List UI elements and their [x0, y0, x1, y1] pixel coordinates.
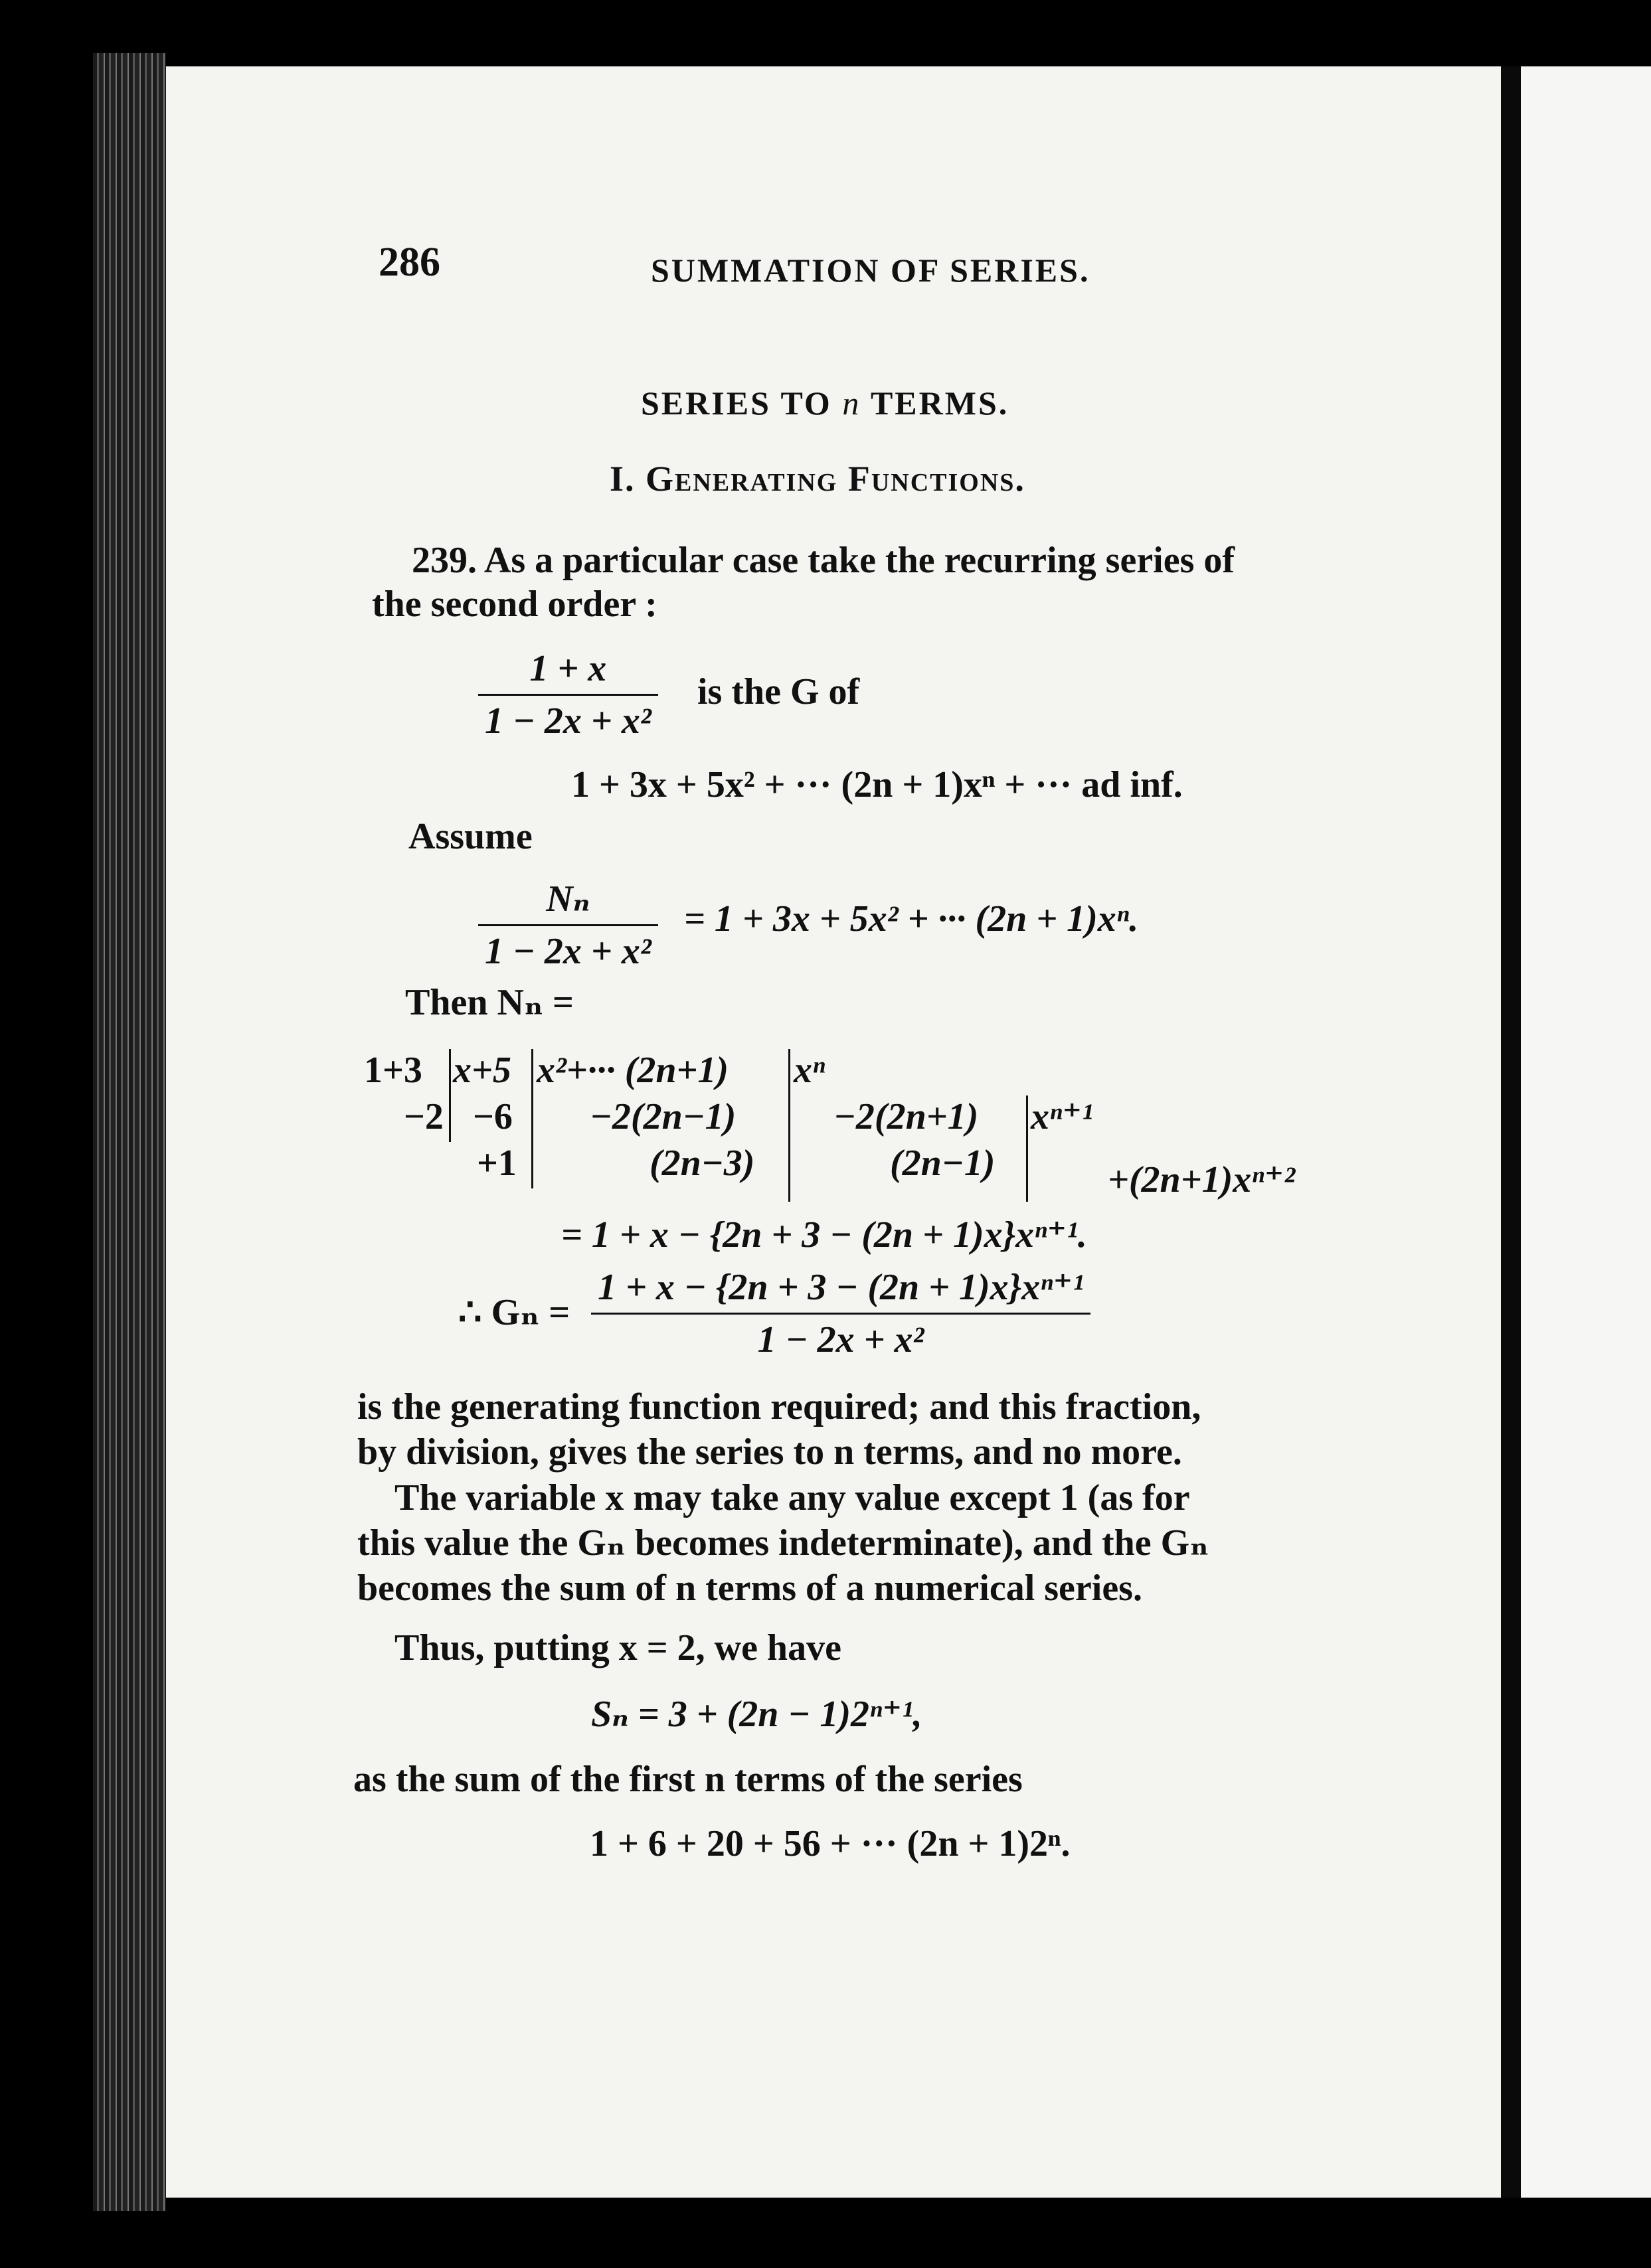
para-2: [357, 1475, 1347, 1611]
table-c4-r3: (2n−1): [890, 1143, 996, 1184]
result-line: = 1 + x − {2n + 3 − (2n + 1)x}xⁿ⁺¹.: [561, 1214, 1087, 1256]
subsection-title: I. Generating Functions.: [610, 459, 1025, 499]
gf-fraction: [478, 647, 658, 742]
assume-rhs: = 1 + 3x + 5x² + ··· (2n + 1)xⁿ.: [684, 898, 1139, 939]
table-divider-2: [531, 1049, 533, 1188]
para-1-line-1: is the generating function required; and this fraction,: [357, 1386, 1201, 1427]
sn-equation: Sₙ = 3 + (2n − 1)2ⁿ⁺¹,: [591, 1694, 922, 1735]
running-title: SUMMATION OF SERIES.: [651, 252, 1090, 289]
gf-denominator: 1 − 2x + x²: [478, 694, 658, 742]
table-c2-r3: +1: [477, 1143, 517, 1184]
gn-fraction: [591, 1265, 1090, 1361]
section-title-after: TERMS.: [870, 384, 1009, 422]
sum-line: as the sum of the first n terms of the series: [353, 1759, 1023, 1800]
assume-label: Assume: [408, 816, 533, 857]
gf-suffix: is the G of: [697, 671, 860, 712]
table-c2-r2: −6: [473, 1096, 513, 1137]
assume-numerator: Nₙ: [546, 878, 590, 920]
table-c4-r1: xⁿ: [794, 1050, 826, 1091]
table-c3-r1: x²+··· (2n+1): [537, 1050, 729, 1091]
table-c4-r2: −2(2n+1): [833, 1096, 979, 1137]
table-c3-r2: −2(2n−1): [590, 1096, 737, 1137]
article-line-2: the second order :: [372, 584, 657, 625]
assume-fraction: [478, 876, 658, 973]
final-series: 1 + 6 + 20 + 56 + ··· (2n + 1)2ⁿ.: [590, 1823, 1071, 1864]
para-2-line-2: this value the Gₙ becomes indeterminate), and the Gₙ: [357, 1522, 1209, 1564]
para-1: [357, 1384, 1347, 1475]
gf-numerator: 1 + x: [529, 648, 607, 689]
table-c5-r2: xⁿ⁺¹: [1031, 1096, 1093, 1137]
then-label: Then Nₙ =: [405, 982, 574, 1023]
para-1-line-2: by division, gives the series to n terms, and no more.: [357, 1431, 1182, 1473]
table-c1-r2: −2: [404, 1096, 444, 1137]
table-c2-r1: x+5: [453, 1050, 511, 1091]
article-intro-1: As a particular case take the recurring series of: [483, 540, 1235, 581]
article-line-1: [412, 539, 1235, 582]
gn-denominator: 1 − 2x + x²: [591, 1313, 1090, 1361]
assume-denominator: 1 − 2x + x²: [478, 924, 658, 973]
next-page-edge: [1521, 66, 1651, 2198]
table-c3-r3: (2n−3): [650, 1143, 755, 1184]
book-spine: [93, 53, 166, 2211]
gn-numerator: 1 + x − {2n + 3 − (2n + 1)x}xⁿ⁺¹: [598, 1267, 1084, 1308]
table-divider-3: [788, 1049, 790, 1202]
article-number: 239.: [412, 540, 477, 581]
table-c5-r3: +(2n+1)xⁿ⁺²: [1108, 1159, 1296, 1200]
table-c1-r1: 1+3: [364, 1050, 422, 1091]
series-line: 1 + 3x + 5x² + ··· (2n + 1)xⁿ + ··· ad inf.: [571, 764, 1183, 805]
section-title: [641, 384, 1009, 422]
page-gutter: [1501, 66, 1521, 2198]
para-2-line-3: becomes the sum of n terms of a numerical series.: [357, 1568, 1142, 1609]
para-2-line-1: The variable x may take any value except 1 (as for: [394, 1477, 1190, 1518]
table-divider-4: [1026, 1095, 1028, 1202]
table-divider-1: [449, 1049, 451, 1142]
thus-line: Thus, putting x = 2, we have: [394, 1627, 841, 1668]
section-title-before: SERIES TO: [641, 384, 832, 422]
page-number: 286: [379, 240, 440, 285]
section-title-var: n: [842, 384, 861, 422]
gn-lhs: ∴ Gₙ =: [458, 1292, 570, 1333]
